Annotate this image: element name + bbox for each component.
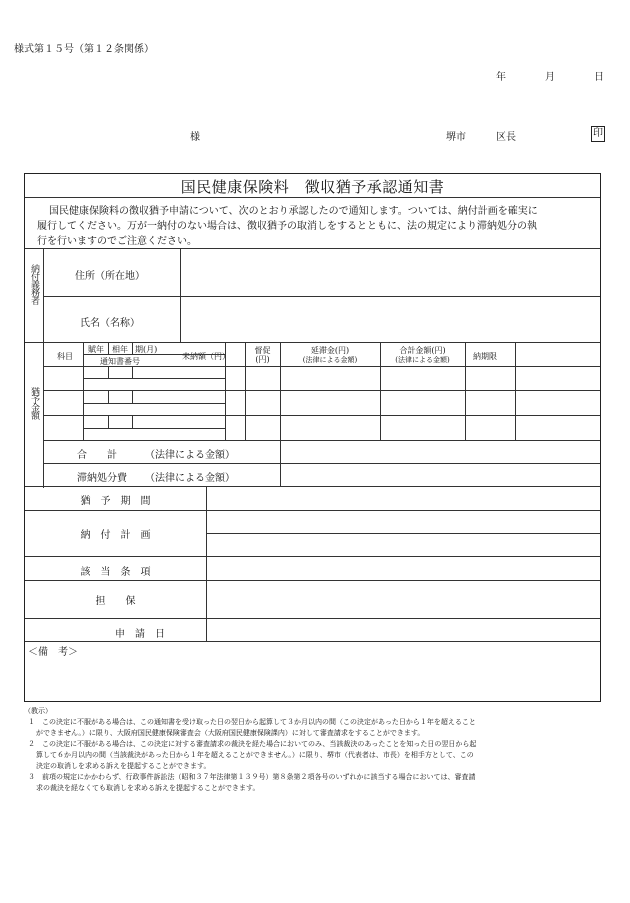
note-2-num: ２ <box>28 740 35 748</box>
col-dunning-1: 督促 <box>254 346 271 355</box>
col-unpaid: 未納額（円） <box>182 352 230 361</box>
intro-line-1: 国民健康保険料の徴収猶予申請について、次のとおり承認したので通知します。ついては、納付計画を確実に <box>49 206 538 217</box>
col-dunning-2: (円) <box>255 355 270 364</box>
note-3-line-2: 求の裁決を経なくても取消しを求める訴えを提起することができます。 <box>36 784 260 792</box>
col-total-1: 合計金額(円) <box>399 346 446 355</box>
addressee-suffix: 様 <box>190 132 200 143</box>
seal-mark: 印 <box>591 126 605 142</box>
note-1-num: １ <box>28 718 35 726</box>
col-due-date: 納期限 <box>473 352 497 361</box>
col-late-fee-2: (法律による金額) <box>302 356 358 364</box>
application-date-label: 申 請 日 <box>115 629 165 640</box>
issuer-city: 堺市 <box>446 132 466 143</box>
disposition-note: （法律による金額） <box>145 473 235 484</box>
note-3-line-1: 前項の規定にかかわらず、行政事件訴訟法（昭和３７年法律第１３９号）第８条第２項各号のいずれかに該当する場合においては、審査請 <box>42 773 476 781</box>
col-notice-number: 通知書番号 <box>100 357 140 366</box>
amount-section-label: 猶予金額 <box>29 387 39 419</box>
notice-form <box>24 173 601 702</box>
col-late-fee-1: 延滞金(円) <box>310 346 350 355</box>
address-label: 住所（所在地） <box>75 271 145 282</box>
date-month-label: 月 <box>545 72 555 83</box>
col-item: 科目 <box>57 352 73 361</box>
grace-period-label: 猶 予 期 間 <box>80 496 151 507</box>
applicable-article-label: 該 当 条 項 <box>80 567 151 578</box>
note-1-line-2: ができません。）に限り、大阪府国民健康保険審査会（大阪府国民健康保険課内）に対して審査請求をすることができます。 <box>36 729 425 737</box>
remarks-label: ＜備 考＞ <box>28 647 78 658</box>
disposition-label: 滞納処分費 <box>77 473 127 484</box>
note-2-line-1: この決定に不服がある場合は、この決定に対する審査請求の裁決を経た場合においてのみ、当該裁決のあったことを知った日の翌日から起 <box>42 740 477 748</box>
note-2-line-3: 決定の取消しを求める訴えを提起することができます。 <box>36 762 211 770</box>
note-2-line-2: 算して６か月以内の間（当該裁決があった日から１年を超えることができません。）に限り、堺市（代表者は、市長）を相手方として、この <box>36 751 474 759</box>
payer-section-label: 納付義務者 <box>29 264 39 304</box>
col-total-2: (法律による金額) <box>395 356 450 364</box>
note-3-num: ３ <box>28 773 35 781</box>
issuer-title: 区長 <box>496 132 516 143</box>
instructions <box>24 706 609 794</box>
instructions-heading: （教示） <box>24 707 52 715</box>
total-note: （法律による金額） <box>145 450 235 461</box>
col-rel-year: 相年 <box>112 345 128 354</box>
date-day-label: 日 <box>594 72 604 83</box>
col-fiscal-year: 賦年 <box>88 345 104 354</box>
form-number: 様式第１５号（第１２条関係） <box>14 44 154 55</box>
payment-plan-label: 納 付 計 画 <box>80 530 151 541</box>
name-label: 氏名（名称） <box>80 318 140 329</box>
collateral-label: 担 保 <box>95 596 136 607</box>
date-year-label: 年 <box>496 72 506 83</box>
intro-line-2: 履行してください。万が一納付のない場合は、徴収猶予の取消しをするとともに、法の規定により滞納処分の執 <box>37 221 537 232</box>
total-label: 合 計 <box>77 450 117 461</box>
note-1-line-1: この決定に不服がある場合は、この通知書を受け取った日の翌日から起算して３か月以内の間（この決定があった日から１年を超えること <box>42 718 476 726</box>
col-period: 期(月) <box>135 345 158 354</box>
intro-line-3: 行を行いますのでご注意ください。 <box>37 236 197 247</box>
document-title: 国民健康保険料 徴収猶予承認通知書 <box>180 178 445 196</box>
